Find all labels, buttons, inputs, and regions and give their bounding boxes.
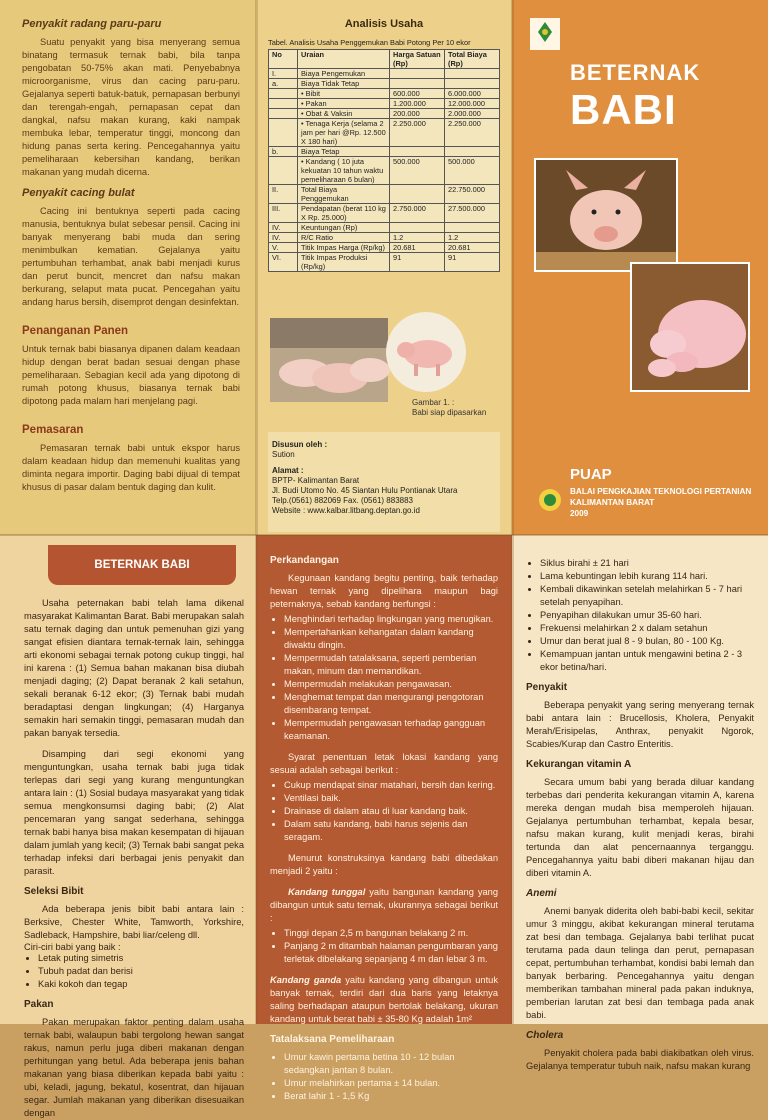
- pig-round-photo: [386, 312, 466, 392]
- table-cell-total: 20.681: [445, 243, 500, 253]
- table-cell-price: 200.000: [390, 109, 445, 119]
- banner-text: BETERNAK BABI: [94, 559, 190, 571]
- text-pakan: Pakan merupakan faktor penting dalam usaha ternak babi, walaupun babi tergolong hewan sangat rakus, namun perlu juga diberi makanan dengan perhitungan yang betul. Ada beberapa jenis bahan makanan yang biasa diberikan kepada babi yaitu : ubi, keladi, jagung, bekatul, kosentrat, dan hijauan segar. Jumlah makanan yang diberikan disesuaikan dengan: [24, 1017, 244, 1118]
- list-item: • Cukup mendapat sinar matahari, bersih dan kering.: [284, 779, 498, 792]
- table-row: [269, 243, 500, 253]
- list-item: • Umur dan berat jual 8 - 9 bulan, 80 - 100 Kg.: [540, 635, 754, 648]
- table-cell-no: a.: [269, 79, 298, 89]
- table-row: [269, 253, 500, 272]
- col-total: Total Biaya (Rp): [445, 50, 500, 69]
- table-row: [269, 109, 500, 119]
- intro-text: Usaha peternakan babi telah lama dikenal masyarakat Kalimantan Barat. Babi merupakan salah satu ternak daging dan untuk pemenuhan gizi yang sangat efisien diantara ternak-ternak lain, sehingga arti ekonomi sebagai ternak potong cukup tinggi, hal ini karena : (1) Semua bahan makanan bisa diubah menjadi daging; (2) Dapat beranak 2 kali setahun, sekali beranak 6-12 ekor; (3) Ternak babi mudah beradaptasi dengan lingkungan; (4) Harganya semakin hari semakin tinggi, pemasaran mudah dan pakan banyak tersedia.: [24, 598, 244, 738]
- table-row: [269, 157, 500, 185]
- list-item: • Tinggi depan 2,5 m bangunan belakang 2 m.: [284, 927, 498, 940]
- analysis-table: [268, 49, 500, 272]
- table-cell-no: III.: [269, 204, 298, 223]
- table-cell-total: 12.000.000: [445, 99, 500, 109]
- heading-anemi: Anemi: [526, 888, 557, 899]
- bibit-sub: Ciri-ciri babi yang baik :: [24, 942, 121, 952]
- table-cell-price: [390, 147, 445, 157]
- kandang-list: [270, 613, 498, 743]
- list-item: • Kemampuan jantan untuk mengawini betina 2 - 3 ekor betina/hari.: [540, 648, 754, 674]
- table-cell-total: 2.250.000: [445, 119, 500, 147]
- list-item: • Menghindari terhadap lingkungan yang merugikan.: [284, 613, 498, 626]
- table-row: [269, 147, 500, 157]
- table-cell-price: [390, 79, 445, 89]
- table-row: [269, 233, 500, 243]
- table-cell-no: V.: [269, 243, 298, 253]
- panel-analysis: [256, 0, 512, 535]
- table-cell-no: IV.: [269, 223, 298, 233]
- table-cell-no: [269, 119, 298, 147]
- heading-vitamin: Kekurangan vitamin A: [526, 759, 632, 770]
- list-item: • Panjang 2 m ditambah halaman pengumbaran yang terletak dibelakang sepanjang 4 m dan lebar 3 m.: [284, 940, 498, 966]
- panel-health: [512, 535, 768, 1071]
- caption-line2: Babi siap dipasarkan: [412, 408, 487, 417]
- list-item: • Letak puting simetris: [38, 952, 244, 965]
- table-cell-price: 2.750.000: [390, 204, 445, 223]
- table-cell-total: 27.500.000: [445, 204, 500, 223]
- panel-diseases: [0, 0, 256, 535]
- analysis-title: Analisis Usaha: [344, 18, 424, 30]
- table-header-row: [269, 50, 500, 69]
- table-cell-no: b.: [269, 147, 298, 157]
- table-row: [269, 185, 500, 204]
- table-cell-total: 91: [445, 253, 500, 272]
- pigs-photo: [270, 318, 388, 402]
- heading-bibit: Seleksi Bibit: [24, 886, 84, 897]
- table-cell-desc: Pendapatan (berat 110 kg X Rp. 25.000): [298, 204, 390, 223]
- table-cell-total: 1.2: [445, 233, 500, 243]
- table-cell-no: VI.: [269, 253, 298, 272]
- puap-label: PUAP: [570, 466, 612, 483]
- table-row: [269, 79, 500, 89]
- bibit-list: [24, 952, 244, 991]
- list-item: • Ventilasi baik.: [284, 792, 498, 805]
- address-label: Alamat :: [272, 466, 304, 475]
- table-cell-total: 22.750.000: [445, 185, 500, 204]
- label-tunggal: Kandang tunggal: [288, 887, 366, 897]
- heading-kandang: Perkandangan: [270, 555, 339, 566]
- table-cell-desc: R/C Ratio: [298, 233, 390, 243]
- table-cell-no: I.: [269, 69, 298, 79]
- org-name: BALAI PENGKAJIAN TEKNOLOGI PERTANIAN: [570, 487, 752, 496]
- list-item: • Umur melahirkan pertama ± 14 bulan.: [284, 1077, 498, 1090]
- list-item: • Mempermudah tatalaksana, seperti pemberian makan, minum dan memandikan.: [284, 652, 498, 678]
- table-cell-price: 1.200.000: [390, 99, 445, 109]
- label-ganda: Kandang ganda: [270, 975, 342, 985]
- desc-tunggal: yaitu bangunan kandang yang dibangun untuk satu ternak, ukurannya sebagai berikut :: [270, 887, 499, 923]
- text-pemasaran: Pemasaran ternak babi untuk ekspor harus dalam keadaan hidup dan memenuhi kualitas yang diminta negara importir. Daging babi dijual di tempat khusus di pasar dalam bentuk daging dan kulit.: [22, 443, 240, 492]
- horizontal-fold: [0, 534, 768, 536]
- author-name: Sution: [272, 450, 295, 459]
- table-cell-desc: • Tenaga Kerja (selama 2 jam per hari @Rp. 12.500 X 180 hari): [298, 119, 390, 147]
- website-link[interactable]: Website : www.kalbar.litbang.deptan.go.id: [272, 506, 420, 515]
- panel-housing: [256, 535, 512, 1101]
- table-cell-no: [269, 157, 298, 185]
- table-row: [269, 223, 500, 233]
- col-uraian: Uraian: [298, 50, 390, 69]
- table-cell-desc: Titik Impas Produksi (Rp/kg): [298, 253, 390, 272]
- heading-penyakit: Penyakit: [526, 682, 568, 693]
- table-row: [269, 119, 500, 147]
- desc-ganda: yaitu kandang yang dibangun untuk banyak ternak, terdiri dari dua baris yang letaknya saling berhadapan ataupun bertolak belakang, ukuran kandang untuk berat babi ± 35-80 Kg adalah 1m²: [270, 975, 499, 1024]
- text-anemi: Anemi banyak diderita oleh babi-babi kecil, sekitar umur 3 minggu, akibat kekurangan mineral terutama zat besi dan tembaga. Gejalanya babi terlihat pucat terutama pada daun telinga dan perut, pernapasan cepat, pertumbuhan terhambat, kondisi babi lemah dan banyak berbaring. Pencegahannya yaitu dengan memberikan tambahan mineral pada pakan induknya, pemberian larutan zat besi dan tembaga pada anak babi.: [526, 906, 754, 1020]
- panel-cover: [512, 0, 768, 535]
- list-item: • Penyapihan dilakukan umur 35-60 hari.: [540, 609, 754, 622]
- caption-line1: Gambar 1. :: [412, 398, 455, 407]
- table-row: [269, 89, 500, 99]
- heading-pakan: Pakan: [24, 999, 54, 1010]
- col-no: No: [269, 50, 298, 69]
- contact-box: [268, 432, 500, 532]
- org-year: 2009: [570, 509, 589, 518]
- intro-text-2: Disamping dari segi ekonomi yang menguntungkan, usaha ternak babi juga tidak terlepas dari segi yang kurang menguntungkan antara lain : (1) Sosial budaya masyarakat yang tidak semua mengkonsumsi daging babi; (2) Alat pencemaran yang sangat sederhana, sehingga ternak babi hanya bisa makan kesempatan di hijauan dalam jumlah yang kecil; (3) Ternak babi sangat peka terhadap infeksi dari berbagai jenis penyakit dan parasit.: [24, 749, 244, 876]
- management-list: [526, 557, 754, 674]
- list-item: • Mempermudah pengawasan terhadap gangguan keamanan.: [284, 717, 498, 743]
- text-panen: Untuk ternak babi biasanya dipanen dalam keadaan hidup dengan berat badan sesuai dengan phase pemeliharaan. Sebagian kecil ada yang dipotong di rumah potong khusus, biasanya ternak babi dipotong pada malam hari menjelang pagi.: [22, 344, 240, 406]
- list-item: • Mempermudah melakukan pengawasan.: [284, 678, 498, 691]
- table-cell-price: 600.000: [390, 89, 445, 99]
- text-radang: Suatu penyakit yang bisa menyerang semua binatang termasuk ternak babi, bila tanpa pengobatan 50-75% akan mati. Penyebabnya microorganisme, virus dan cacing paru-paru. Gejalanya seperti batuk-batuk, pernapasan berbunyi dan terengah-engah, pernapasan cepat dan dangkal, nafsu makan kurang, kaki nampak membuka lebar, temperatur tinggi, moncong dan hidung panas serta kering. Pencegahannya yaitu pemeliharaan kebersihan kandang, berikan makanan yang mudah dicerna.: [22, 37, 240, 177]
- sow-photo: [630, 262, 750, 392]
- table-cell-desc: • Bibit: [298, 89, 390, 99]
- bptp-logo: [538, 488, 562, 512]
- org-region: KALIMANTAN BARAT: [570, 498, 655, 507]
- heading-cacing: Penyakit cacing bulat: [22, 187, 135, 199]
- list-item: • Mempertahankan kehangatan dalam kandang diwaktu dingin.: [284, 626, 498, 652]
- table-cell-desc: Biaya Tidak Tetap: [298, 79, 390, 89]
- table-cell-total: [445, 69, 500, 79]
- list-item: • Drainase di dalam atau di luar kandang baik.: [284, 805, 498, 818]
- table-cell-total: [445, 147, 500, 157]
- text-bibit: Ada beberapa jenis bibit babi antara lain : Berksive, Chester White, Tamworth, Yorkshire, Sadleback, Hampshire, babi liar/celeng dll.: [24, 904, 244, 940]
- tata-list: [270, 1051, 498, 1103]
- table-cell-total: 2.000.000: [445, 109, 500, 119]
- table-cell-desc: Titik Impas Harga (Rp/kg): [298, 243, 390, 253]
- heading-cholera: Cholera: [526, 1030, 564, 1041]
- text-cacing: Cacing ini bentuknya seperti pada cacing manusia, bentuknya bulat sebesar pensil. Cacing ini banyak menyerang babi muda dan sering menimbulkan kematian. Gejalanya yaitu pertumbuhan terhambat, anak babi menjadi kurus dan perut buncit, mencret dan nafsu makan berkurang, selaput mata pucat. Pencegahan yaitu andang harus bersih, disemprot dengan desinfektan.: [22, 206, 240, 307]
- address-line3: Telp.(0561) 882069 Fax. (0561) 883883: [272, 496, 413, 505]
- table-cell-price: [390, 223, 445, 233]
- table-cell-total: [445, 79, 500, 89]
- table-row: [269, 69, 500, 79]
- photo-caption: [412, 398, 486, 418]
- table-cell-total: 6.000.000: [445, 89, 500, 99]
- table-cell-price: 500.000: [390, 157, 445, 185]
- text-syarat: Syarat penentuan letak lokasi kandang yang sesuai adalah sebagai berikut :: [270, 752, 498, 775]
- list-item: • Menghemat tempat dan mengurangi pengotoran disembarang tempat.: [284, 691, 498, 717]
- table-caption: Tabel. Analisis Usaha Penggemukan Babi Potong Per 10 ekor: [268, 38, 471, 47]
- author-label: Disusun oleh :: [272, 440, 328, 449]
- table-cell-desc: • Kandang ( 10 juta kekuatan 10 tahun waktu pemeliharaan 6 bulan): [298, 157, 390, 185]
- table-row: [269, 99, 500, 109]
- table-cell-price: 91: [390, 253, 445, 272]
- text-cholera: Penyakit cholera pada babi diakibatkan oleh virus. Gejalanya temperatur tubuh naik, nafsu makan kurang: [526, 1048, 754, 1071]
- fold-line: [255, 0, 258, 1024]
- list-item: • Dalam satu kandang, babi harus sejenis dan seragam.: [284, 818, 498, 844]
- list-item: • Tubuh padat dan berisi: [38, 965, 244, 978]
- fold-line: [511, 0, 514, 1024]
- table-cell-desc: Biaya Pengemukan: [298, 69, 390, 79]
- table-cell-no: [269, 89, 298, 99]
- panel-intro: [0, 535, 256, 1118]
- text-kandang: Kegunaan kandang begitu penting, baik terhadap hewan ternak yang dipelihara maupun bagi peternaknya, sebab kandang berfungsi :: [270, 573, 498, 609]
- ministry-logo: [530, 18, 560, 50]
- list-item: • Lama kebuntingan lebih kurang 114 hari.: [540, 570, 754, 583]
- table-cell-price: [390, 69, 445, 79]
- heading-pemasaran: Pemasaran: [22, 424, 84, 436]
- table-cell-desc: Total Biaya Penggemukan: [298, 185, 390, 204]
- table-cell-desc: • Obat & Vaksin: [298, 109, 390, 119]
- list-item: • Berat lahir 1 - 1,5 Kg: [284, 1090, 498, 1103]
- table-cell-no: [269, 99, 298, 109]
- heading-panen: Penanganan Panen: [22, 325, 129, 337]
- table-cell-total: 500.000: [445, 157, 500, 185]
- table-cell-desc: • Pakan: [298, 99, 390, 109]
- list-item: • Kembali dikawinkan setelah melahirkan 5 - 7 hari setelah penyapihan.: [540, 583, 754, 609]
- table-cell-price: 1.2: [390, 233, 445, 243]
- list-item: • Umur kawin pertama betina 10 - 12 bulan sedangkan jantan 8 bulan.: [284, 1051, 498, 1077]
- list-item: • Siklus birahi ± 21 hari: [540, 557, 754, 570]
- piglet-photo: [534, 158, 678, 272]
- table-row: [269, 204, 500, 223]
- text-konstruksi: Menurut konstruksinya kandang babi dibedakan menjadi 2 yaitu :: [270, 853, 498, 876]
- text-ganda: [270, 974, 498, 1026]
- text-vitamin: Secara umum babi yang berada diluar kandang terbebas dari penderita kekurangan vitamin A, karena mereka dengan mudah bisa memperoleh hijauan. Gejalanya pertumbuhan terhambat, kepala besar, nafsu makan kurang, kulit menjadi keras, birahi tertunda dan alat pencernaannya terganggu. Pencegahannya yaitu babi diberi makanan hijau dan diberi vitamin A.: [526, 777, 754, 878]
- list-item: • Frekuensi melahirkan 2 x dalam setahun: [540, 622, 754, 635]
- org-block: [570, 486, 751, 519]
- table-cell-desc: Keuntungan (Rp): [298, 223, 390, 233]
- table-cell-price: 20.681: [390, 243, 445, 253]
- cover-title-1: BETERNAK: [570, 60, 701, 85]
- address-line2: Jl. Budi Utomo No. 45 Siantan Hulu Pontianak Utara: [272, 486, 458, 495]
- syarat-list: [270, 779, 498, 844]
- text-tunggal: [270, 886, 498, 925]
- table-cell-no: II.: [269, 185, 298, 204]
- cover-title-2: BABI: [570, 86, 677, 133]
- heading-tatalaksana: Tatalaksana Pemeliharaan: [270, 1034, 395, 1045]
- col-harga: Harga Satuan (Rp): [390, 50, 445, 69]
- table-cell-desc: Biaya Tetap: [298, 147, 390, 157]
- table-cell-no: IV.: [269, 233, 298, 243]
- text-penyakit: Beberapa penyakit yang sering menyerang ternak babi antara lain : Brucellosis, Kholera, Penyakit Merah/Erisipelas, Anthrax, penyakit Ngorok, Scabies/Kurap dan Castro Enteritis.: [526, 700, 754, 749]
- heading-radang: Penyakit radang paru-paru: [22, 18, 162, 30]
- table-cell-price: 2.250.000: [390, 119, 445, 147]
- address-line1: BPTP- Kalimantan Barat: [272, 476, 360, 485]
- table-cell-price: [390, 185, 445, 204]
- table-cell-total: [445, 223, 500, 233]
- tunggal-list: [270, 927, 498, 966]
- intro-banner: [48, 545, 236, 585]
- list-item: • Kaki kokoh dan tegap: [38, 978, 244, 991]
- table-cell-no: [269, 109, 298, 119]
